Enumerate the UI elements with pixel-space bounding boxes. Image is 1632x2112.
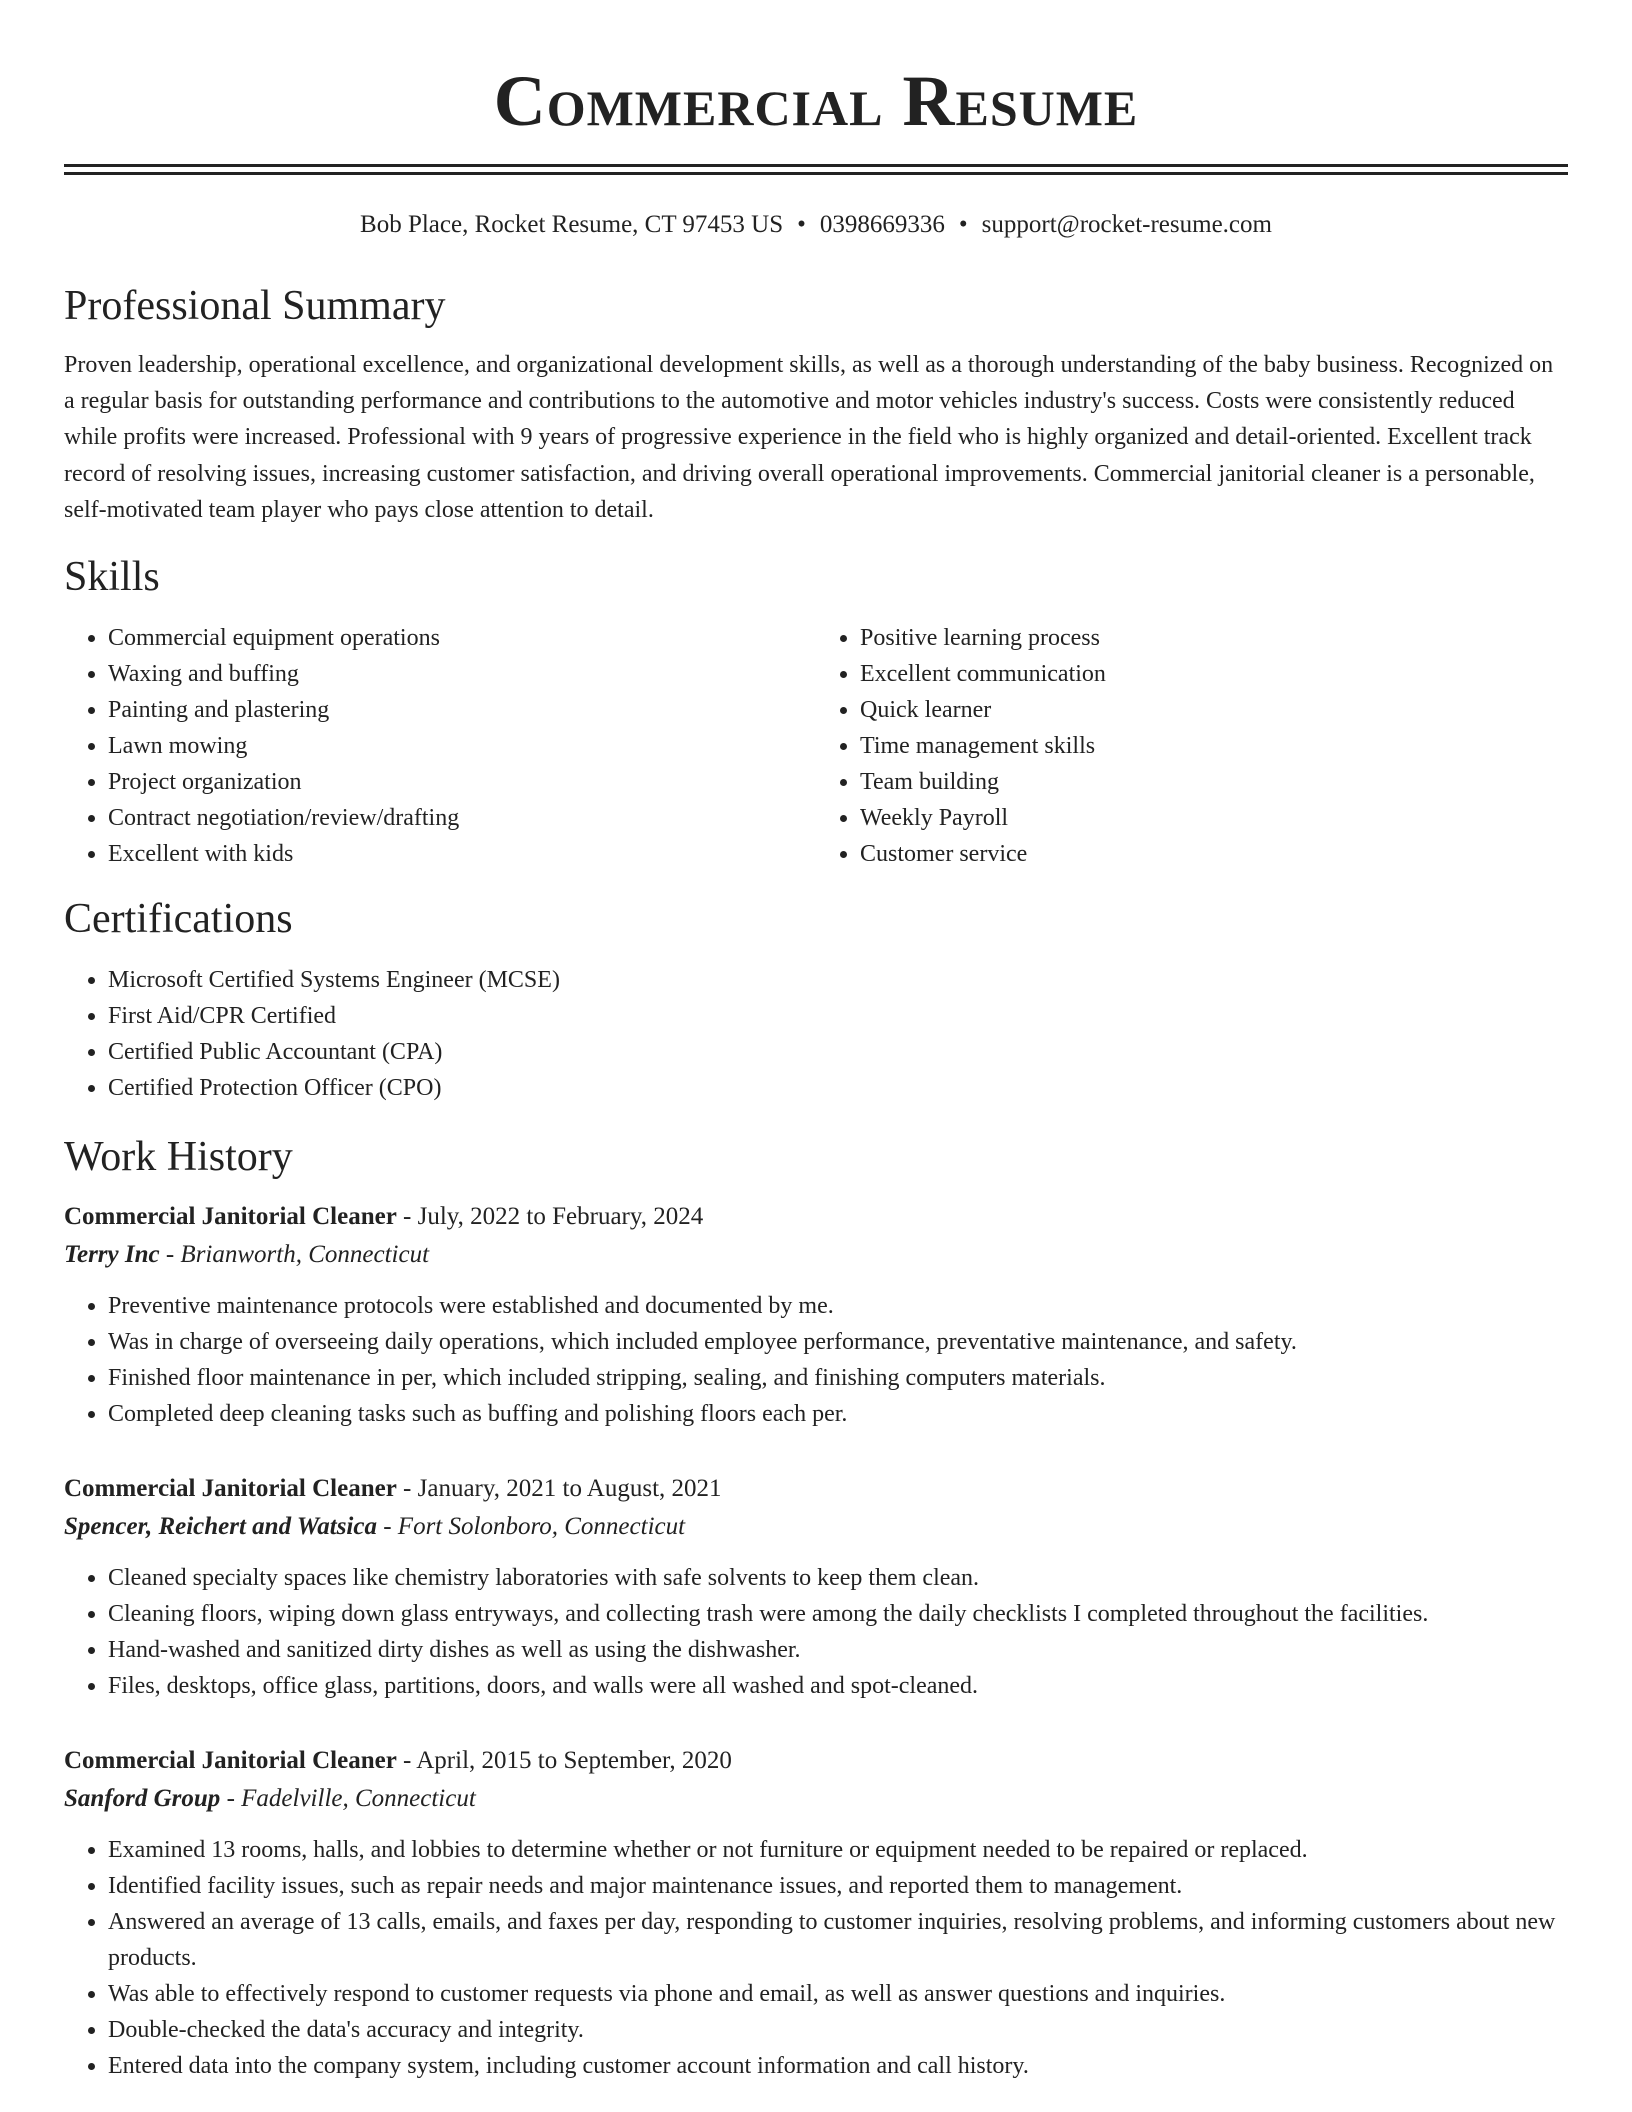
skill-item: • Time management skills xyxy=(860,728,1568,764)
job-bullet: • Cleaned specialty spaces like chemistry laboratories with safe solvents to keep them clean. xyxy=(108,1560,1568,1596)
skills-list-right xyxy=(816,620,1568,872)
skill-item: • Project organization xyxy=(108,764,816,800)
skill-item: • Waxing and buffing xyxy=(108,656,816,692)
job-title-line xyxy=(64,1470,1568,1508)
job-bullets xyxy=(64,1832,1568,2084)
job-bullet: • Was in charge of overseeing daily operations, which included employee performance, preventative maintenance, and safety. xyxy=(108,1324,1568,1360)
job-bullet: • Double-checked the data's accuracy and integrity. xyxy=(108,2012,1568,2048)
resume-title: Commercial Resume xyxy=(493,61,1139,141)
skill-item: • Weekly Payroll xyxy=(860,800,1568,836)
job-bullet: • Completed deep cleaning tasks such as buffing and polishing floors each per. xyxy=(108,1396,1568,1432)
job-bullet: • Finished floor maintenance in per, which included stripping, sealing, and finishing computers materials. xyxy=(108,1360,1568,1396)
job-title-line xyxy=(64,1198,1568,1236)
job-entry xyxy=(64,1198,1568,1432)
job-bullet: • Hand-washed and sanitized dirty dishes as well as using the dishwasher. xyxy=(108,1632,1568,1668)
skill-item: • Excellent with kids xyxy=(108,836,816,872)
skill-item: • Excellent communication xyxy=(860,656,1568,692)
job-bullets xyxy=(64,1560,1568,1704)
job-dates: - April, 2015 to September, 2020 xyxy=(396,1747,732,1775)
job-company: Sanford Group xyxy=(64,1785,221,1813)
job-entry xyxy=(64,1742,1568,2084)
job-title: Commercial Janitorial Cleaner xyxy=(64,1747,397,1775)
contact-separator: • xyxy=(797,211,806,238)
job-bullet: • Answered an average of 13 calls, emails, and faxes per day, responding to customer inquiries, resolving problems, and informing customers about new products. xyxy=(108,1904,1568,1976)
job-company-line xyxy=(64,1236,1568,1274)
job-title: Commercial Janitorial Cleaner xyxy=(64,1203,397,1231)
job-location: - Fort Solonboro, Connecticut xyxy=(376,1513,686,1541)
skill-item: • Lawn mowing xyxy=(108,728,816,764)
contact-phone: 0398669336 xyxy=(819,211,945,238)
job-bullet: • Identified facility issues, such as repair needs and major maintenance issues, and reported them to management. xyxy=(108,1868,1568,1904)
job-title-line xyxy=(64,1742,1568,1780)
job-entry xyxy=(64,1470,1568,1704)
job-location: - Brianworth, Connecticut xyxy=(159,1241,430,1269)
job-bullet: • Was able to effectively respond to customer requests via phone and email, as well as answer questions and inquiries. xyxy=(108,1976,1568,2012)
job-bullet: • Files, desktops, office glass, partitions, doors, and walls were all washed and spot-cleaned. xyxy=(108,1668,1568,1704)
skill-item: • Painting and plastering xyxy=(108,692,816,728)
job-bullet: • Entered data into the company system, including customer account information and call history. xyxy=(108,2048,1568,2084)
certification-item: • Certified Protection Officer (CPO) xyxy=(108,1070,1568,1106)
contact-email: support@rocket-resume.com xyxy=(981,211,1272,238)
job-company: Spencer, Reichert and Watsica xyxy=(64,1513,377,1541)
skill-item: • Contract negotiation/review/drafting xyxy=(108,800,816,836)
skill-item: • Commercial equipment operations xyxy=(108,620,816,656)
job-dates: - July, 2022 to February, 2024 xyxy=(396,1203,704,1231)
skill-item: • Quick learner xyxy=(860,692,1568,728)
summary-text: Proven leadership, operational excellence, and organizational development skills, as well as a thorough understanding of the baby business. Recognized on a regular basis for outstanding performance and contributions to the automotive and motor vehicles industry's success. Costs were consistently reduced while profits were increased. Professional with 9 years of progressive experience in the field who is highly organized and detail-oriented. Excellent track record of resolving issues, increasing customer satisfaction, and driving overall operational improvements. Commercial janitorial cleaner is a personable, self-motivated team player who pays close attention to detail. xyxy=(64,352,1554,523)
job-company: Terry Inc xyxy=(64,1241,160,1269)
skills-list-left xyxy=(64,620,816,872)
job-title: Commercial Janitorial Cleaner xyxy=(64,1475,397,1503)
resume-page xyxy=(64,0,1568,2084)
certifications-heading: Certifications xyxy=(64,896,293,943)
work-history-heading: Work History xyxy=(64,1134,293,1181)
job-bullet: • Examined 13 rooms, halls, and lobbies to determine whether or not furniture or equipment needed to be repaired or replaced. xyxy=(108,1832,1568,1868)
skills-heading: Skills xyxy=(64,554,160,601)
job-dates: - January, 2021 to August, 2021 xyxy=(396,1475,722,1503)
certification-item: • First Aid/CPR Certified xyxy=(108,998,1568,1034)
contact-line xyxy=(64,209,1568,241)
job-location: - Fadelville, Connecticut xyxy=(220,1785,476,1813)
skill-item: • Customer service xyxy=(860,836,1568,872)
job-bullet: • Preventive maintenance protocols were established and documented by me. xyxy=(108,1288,1568,1324)
job-bullets xyxy=(64,1288,1568,1432)
certification-item: • Microsoft Certified Systems Engineer (MCSE) xyxy=(108,962,1568,998)
contact-separator: • xyxy=(958,211,968,238)
skill-item: • Team building xyxy=(860,764,1568,800)
skill-item: • Positive learning process xyxy=(860,620,1568,656)
contact-address: Bob Place, Rocket Resume, CT 97453 US xyxy=(360,211,784,238)
certifications-list xyxy=(64,962,1568,1106)
job-bullet: • Cleaning floors, wiping down glass entryways, and collecting trash were among the daily checklists I completed throughout the facilities. xyxy=(108,1596,1568,1632)
job-company-line xyxy=(64,1780,1568,1818)
title-divider xyxy=(64,164,1568,175)
job-company-line xyxy=(64,1508,1568,1546)
certification-item: • Certified Public Accountant (CPA) xyxy=(108,1034,1568,1070)
summary-heading: Professional Summary xyxy=(64,283,446,329)
skills-columns xyxy=(64,620,1568,872)
